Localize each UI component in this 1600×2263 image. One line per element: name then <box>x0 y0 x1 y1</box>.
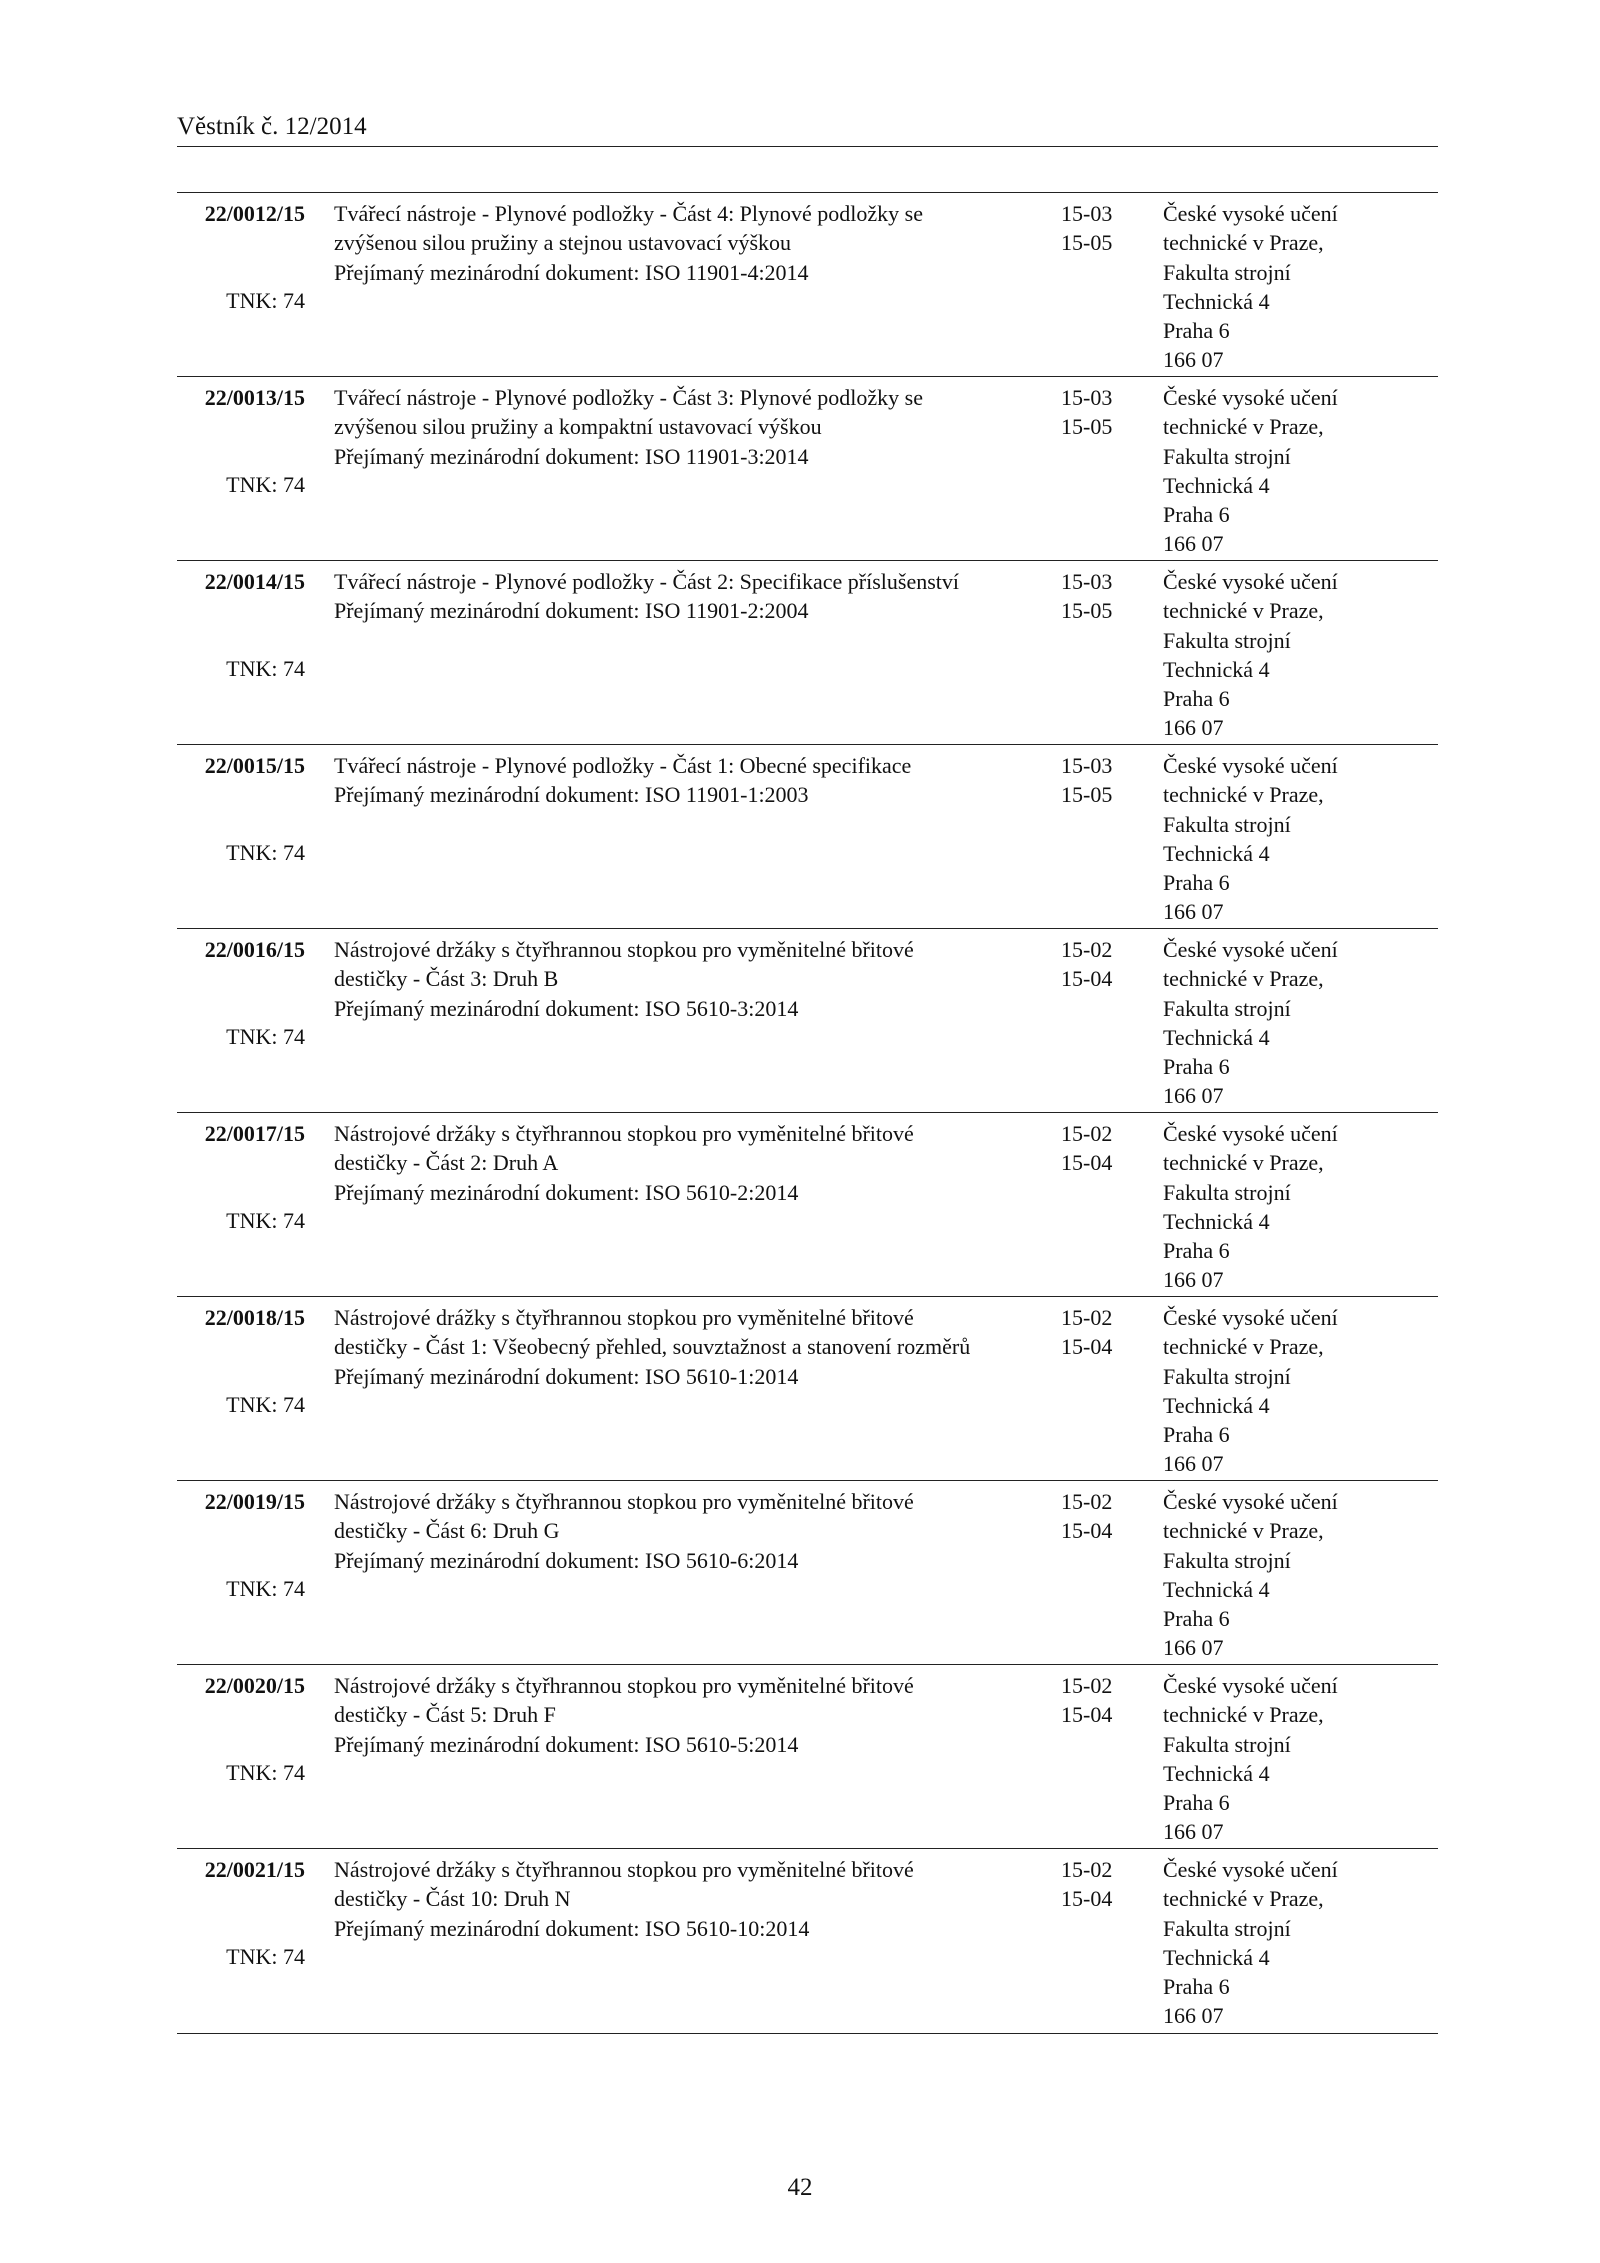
org-line: Praha 6 <box>1163 1974 1230 2000</box>
org-line: České vysoké učení <box>1163 201 1338 226</box>
title-line: Přejímaný mezinárodní dokument: ISO 11901-4:2014 <box>334 259 809 285</box>
entry-codes-cell <box>1061 199 1141 258</box>
org-line: 166 07 <box>1163 347 1224 373</box>
org-line: 166 07 <box>1163 899 1224 925</box>
entry-id-cell <box>177 751 305 868</box>
org-line: technické v Praze, <box>1163 598 1324 624</box>
title-line: Přejímaný mezinárodní dokument: ISO 5610-5:2014 <box>334 1731 799 1757</box>
org-line: České vysoké učení <box>1163 1489 1338 1514</box>
title-line: Přejímaný mezinárodní dokument: ISO 11901-1:2003 <box>334 782 809 808</box>
org-line: 166 07 <box>1163 1451 1224 1477</box>
title-line: Přejímaný mezinárodní dokument: ISO 5610-1:2014 <box>334 1363 799 1389</box>
org-line: Technická 4 <box>1163 1944 1270 1970</box>
code: 15-02 <box>1061 937 1113 962</box>
code: 15-03 <box>1061 753 1113 778</box>
org-line: technické v Praze, <box>1163 1150 1324 1176</box>
title-line: destičky - Část 3: Druh B <box>334 966 559 992</box>
entry-number: 22/0016/15 <box>204 937 305 962</box>
code: 15-02 <box>1061 1857 1113 1882</box>
org-line: Fakulta strojní <box>1163 443 1291 469</box>
entry-tnk: TNK: 74 <box>226 288 305 314</box>
table-row <box>177 1849 1438 2034</box>
code: 15-05 <box>1061 598 1113 624</box>
title-line: Nástrojové držáky s čtyřhrannou stopkou pro vyměnitelné břitové <box>334 937 914 962</box>
title-line: Přejímaný mezinárodní dokument: ISO 5610-3:2014 <box>334 995 799 1021</box>
entry-org-cell <box>1163 383 1443 559</box>
table-row <box>177 1665 1438 1849</box>
org-line: Fakulta strojní <box>1163 1547 1291 1573</box>
org-line: technické v Praze, <box>1163 1886 1324 1912</box>
journal-title: Věstník č. 12/2014 <box>177 113 367 140</box>
org-line: Praha 6 <box>1163 1790 1230 1816</box>
org-line: Technická 4 <box>1163 1576 1270 1602</box>
org-line: technické v Praze, <box>1163 230 1324 256</box>
org-line: Technická 4 <box>1163 840 1270 866</box>
org-line: Praha 6 <box>1163 1422 1230 1448</box>
entry-codes-cell <box>1061 1671 1141 1730</box>
page-number: 42 <box>787 2174 813 2201</box>
entry-number: 22/0020/15 <box>204 1673 305 1698</box>
org-line: České vysoké učení <box>1163 1305 1338 1330</box>
entry-id-cell <box>177 1487 305 1604</box>
title-line: destičky - Část 2: Druh A <box>334 1150 559 1176</box>
org-line: Technická 4 <box>1163 1760 1270 1786</box>
org-line: Technická 4 <box>1163 288 1270 314</box>
code: 15-04 <box>1061 1702 1113 1728</box>
entry-codes-cell <box>1061 1487 1141 1546</box>
entry-id-cell <box>177 1855 305 1972</box>
entry-codes-cell <box>1061 1119 1141 1178</box>
entry-org-cell <box>1163 935 1443 1111</box>
title-line: Nástrojové držáky s čtyřhrannou stopkou pro vyměnitelné břitové <box>334 1489 914 1514</box>
code: 15-02 <box>1061 1305 1113 1330</box>
entry-tnk: TNK: 74 <box>226 1024 305 1050</box>
org-line: České vysoké učení <box>1163 1857 1338 1882</box>
table-row <box>177 1297 1438 1481</box>
title-line: Nástrojové drážky s čtyřhrannou stopkou pro vyměnitelné břitové <box>334 1305 914 1330</box>
org-line: 166 07 <box>1163 1267 1224 1293</box>
org-line: Praha 6 <box>1163 1238 1230 1264</box>
title-line: Přejímaný mezinárodní dokument: ISO 11901-2:2004 <box>334 598 809 624</box>
table-row <box>177 1481 1438 1665</box>
entry-tnk: TNK: 74 <box>226 840 305 866</box>
org-line: Fakulta strojní <box>1163 1731 1291 1757</box>
code: 15-05 <box>1061 230 1113 256</box>
org-line: Praha 6 <box>1163 870 1230 896</box>
org-line: technické v Praze, <box>1163 1702 1324 1728</box>
entry-id-cell <box>177 567 305 684</box>
org-line: technické v Praze, <box>1163 1518 1324 1544</box>
title-line: Tvářecí nástroje - Plynové podložky - Část 2: Specifikace příslušenství <box>334 569 960 594</box>
org-line: Technická 4 <box>1163 472 1270 498</box>
title-line: Nástrojové držáky s čtyřhrannou stopkou pro vyměnitelné břitové <box>334 1121 914 1146</box>
org-line: Fakulta strojní <box>1163 1915 1291 1941</box>
entry-tnk: TNK: 74 <box>226 1208 305 1234</box>
entry-codes-cell <box>1061 567 1141 626</box>
title-line: Nástrojové držáky s čtyřhrannou stopkou pro vyměnitelné břitové <box>334 1673 914 1698</box>
entry-number: 22/0012/15 <box>204 201 305 226</box>
entry-org-cell <box>1163 567 1443 743</box>
code: 15-05 <box>1061 782 1113 808</box>
entry-tnk: TNK: 74 <box>226 1760 305 1786</box>
org-line: Technická 4 <box>1163 1024 1270 1050</box>
org-line: technické v Praze, <box>1163 414 1324 440</box>
entry-number: 22/0019/15 <box>204 1489 305 1514</box>
entry-codes-cell <box>1061 935 1141 994</box>
entry-org-cell <box>1163 1303 1443 1479</box>
entry-tnk: TNK: 74 <box>226 1944 305 1970</box>
entry-codes-cell <box>1061 1855 1141 1914</box>
code: 15-02 <box>1061 1673 1113 1698</box>
org-line: Technická 4 <box>1163 656 1270 682</box>
org-line: České vysoké učení <box>1163 385 1338 410</box>
org-line: 166 07 <box>1163 531 1224 557</box>
org-line: 166 07 <box>1163 1819 1224 1845</box>
page-header <box>177 112 1438 147</box>
org-line: České vysoké učení <box>1163 569 1338 594</box>
entry-id-cell <box>177 199 305 316</box>
org-line: Praha 6 <box>1163 686 1230 712</box>
org-line: Praha 6 <box>1163 318 1230 344</box>
title-line: destičky - Část 6: Druh G <box>334 1518 560 1544</box>
table-row <box>177 929 1438 1113</box>
org-line: Technická 4 <box>1163 1208 1270 1234</box>
entry-codes-cell <box>1061 751 1141 810</box>
code: 15-03 <box>1061 569 1113 594</box>
title-line: Přejímaný mezinárodní dokument: ISO 5610-6:2014 <box>334 1547 799 1573</box>
code: 15-04 <box>1061 1518 1113 1544</box>
title-line: Přejímaný mezinárodní dokument: ISO 11901-3:2014 <box>334 443 809 469</box>
entry-number: 22/0018/15 <box>204 1305 305 1330</box>
title-line: Tvářecí nástroje - Plynové podložky - Část 1: Obecné specifikace <box>334 753 912 778</box>
code: 15-05 <box>1061 414 1113 440</box>
code: 15-02 <box>1061 1489 1113 1514</box>
title-line: Přejímaný mezinárodní dokument: ISO 5610-2:2014 <box>334 1179 799 1205</box>
table-row <box>177 377 1438 561</box>
code: 15-04 <box>1061 966 1113 992</box>
title-line: destičky - Část 5: Druh F <box>334 1702 556 1728</box>
org-line: technické v Praze, <box>1163 966 1324 992</box>
org-line: Fakulta strojní <box>1163 259 1291 285</box>
entry-org-cell <box>1163 1119 1443 1295</box>
code: 15-04 <box>1061 1334 1113 1360</box>
entry-org-cell <box>1163 1855 1443 2031</box>
entry-tnk: TNK: 74 <box>226 472 305 498</box>
entry-org-cell <box>1163 751 1443 927</box>
org-line: České vysoké učení <box>1163 1673 1338 1698</box>
org-line: 166 07 <box>1163 1635 1224 1661</box>
table-row <box>177 193 1438 377</box>
org-line: technické v Praze, <box>1163 782 1324 808</box>
org-line: Praha 6 <box>1163 1054 1230 1080</box>
code: 15-03 <box>1061 201 1113 226</box>
entry-number: 22/0021/15 <box>204 1857 305 1882</box>
entry-tnk: TNK: 74 <box>226 656 305 682</box>
org-line: České vysoké učení <box>1163 937 1338 962</box>
entry-codes-cell <box>1061 1303 1141 1362</box>
code: 15-04 <box>1061 1150 1113 1176</box>
entry-tnk: TNK: 74 <box>226 1576 305 1602</box>
org-line: Fakulta strojní <box>1163 1179 1291 1205</box>
entry-id-cell <box>177 383 305 500</box>
org-line: České vysoké učení <box>1163 1121 1338 1146</box>
title-line: destičky - Část 10: Druh N <box>334 1886 571 1912</box>
entry-org-cell <box>1163 1671 1443 1847</box>
standards-table <box>177 192 1438 2034</box>
org-line: Praha 6 <box>1163 1606 1230 1632</box>
table-row <box>177 745 1438 929</box>
org-line: 166 07 <box>1163 715 1224 741</box>
entry-codes-cell <box>1061 383 1141 442</box>
entry-number: 22/0013/15 <box>204 385 305 410</box>
entry-tnk: TNK: 74 <box>226 1392 305 1418</box>
title-line: zvýšenou silou pružiny a kompaktní ustavovací výškou <box>334 414 822 440</box>
title-line: Tvářecí nástroje - Plynové podložky - Část 3: Plynové podložky se <box>334 385 923 410</box>
code: 15-04 <box>1061 1886 1113 1912</box>
org-line: 166 07 <box>1163 2003 1224 2029</box>
entry-id-cell <box>177 935 305 1052</box>
code: 15-03 <box>1061 385 1113 410</box>
org-line: Praha 6 <box>1163 502 1230 528</box>
title-line: Nástrojové držáky s čtyřhrannou stopkou pro vyměnitelné břitové <box>334 1857 914 1882</box>
title-line: destičky - Část 1: Všeobecný přehled, souvztažnost a stanovení rozměrů <box>334 1334 971 1360</box>
org-line: České vysoké učení <box>1163 753 1338 778</box>
title-line: Tvářecí nástroje - Plynové podložky - Část 4: Plynové podložky se <box>334 201 923 226</box>
title-line: Přejímaný mezinárodní dokument: ISO 5610-10:2014 <box>334 1915 810 1941</box>
entry-org-cell <box>1163 199 1443 375</box>
org-line: Fakulta strojní <box>1163 627 1291 653</box>
code: 15-02 <box>1061 1121 1113 1146</box>
entry-id-cell <box>177 1119 305 1236</box>
title-line: zvýšenou silou pružiny a stejnou ustavovací výškou <box>334 230 792 256</box>
org-line: Fakulta strojní <box>1163 1363 1291 1389</box>
entry-id-cell <box>177 1671 305 1788</box>
org-line: 166 07 <box>1163 1083 1224 1109</box>
org-line: Fakulta strojní <box>1163 811 1291 837</box>
entry-number: 22/0015/15 <box>204 753 305 778</box>
entry-number: 22/0014/15 <box>204 569 305 594</box>
entry-number: 22/0017/15 <box>204 1121 305 1146</box>
org-line: Technická 4 <box>1163 1392 1270 1418</box>
table-row <box>177 561 1438 745</box>
org-line: Fakulta strojní <box>1163 995 1291 1021</box>
table-row <box>177 1113 1438 1297</box>
entry-org-cell <box>1163 1487 1443 1663</box>
org-line: technické v Praze, <box>1163 1334 1324 1360</box>
entry-id-cell <box>177 1303 305 1420</box>
